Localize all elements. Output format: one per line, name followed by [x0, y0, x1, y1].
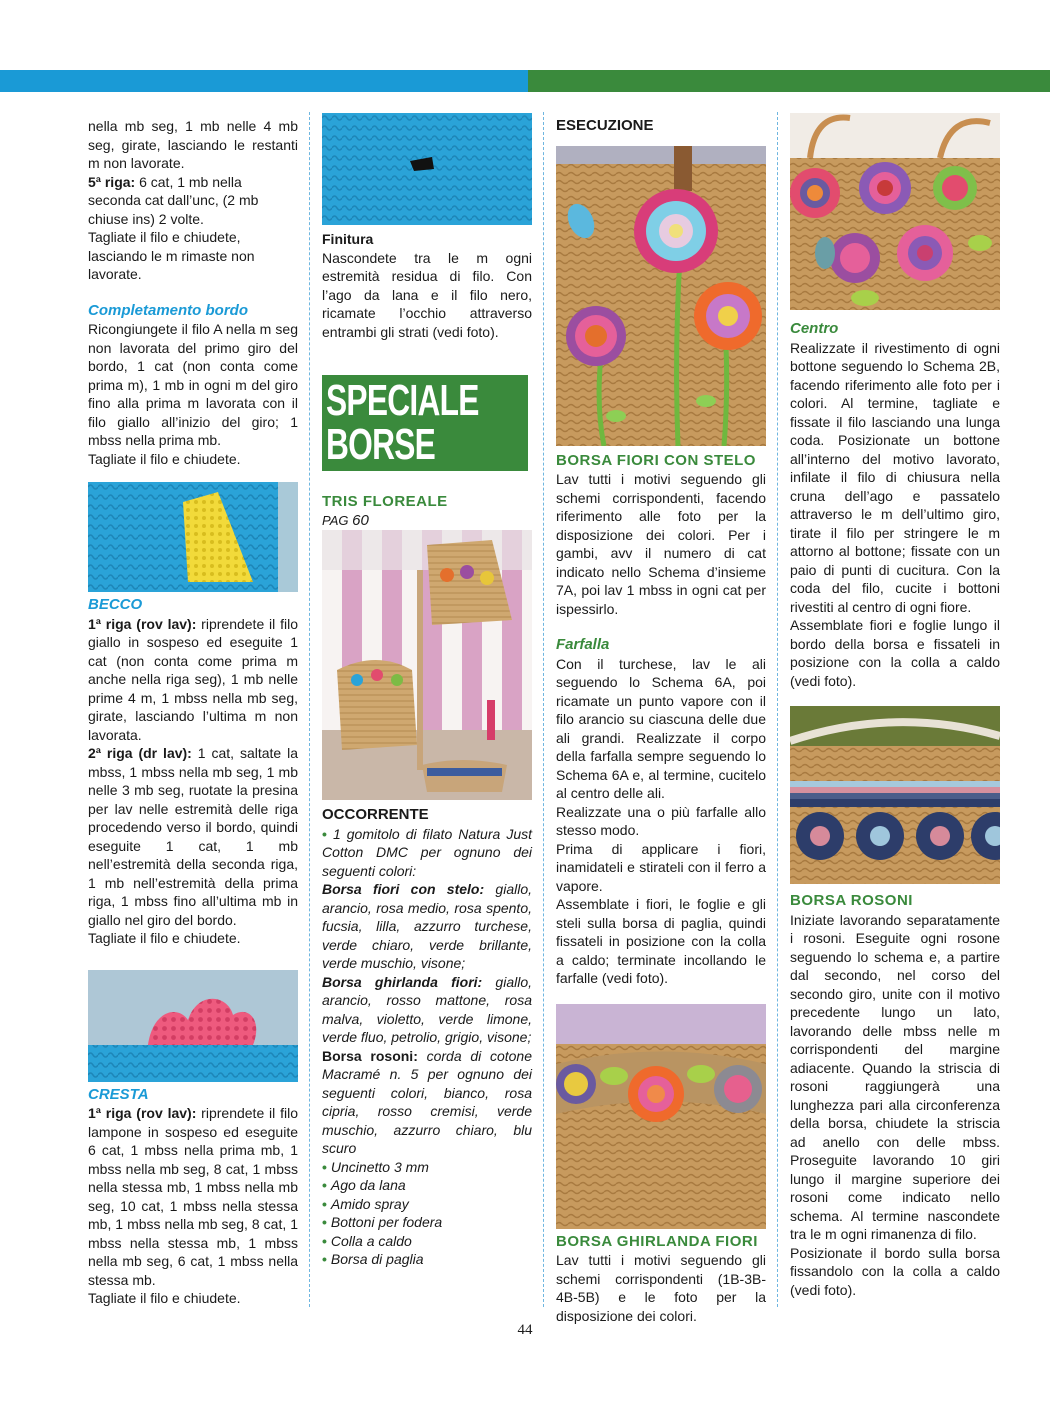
bullet-icon: •: [322, 1158, 327, 1175]
header-color-bar: [0, 70, 1050, 92]
list-item: • Colla a caldo: [322, 1232, 412, 1249]
section-heading-occorrente: OCCORRENTE: [322, 806, 429, 823]
photo-borsa-rosoni: [790, 706, 1000, 884]
list-item: • Borsa di paglia: [322, 1251, 424, 1267]
paragraph: Con il turchese, lav le ali seguendo lo Schema 6A, poi ricamate un punto vapore con il filo arancio su ciascuna delle due ali grandi. Realizzate il corpo della farfalla sempre seguendo lo Schema 6A e, al termine, cucitelo al centro delle ali.: [556, 655, 766, 801]
occorrente-intro: • 1 gomitolo di filato Natura Just Cotton DMC per ognuno dei seguenti colori:: [322, 825, 532, 879]
section-heading-completamento: Completamento bordo: [88, 301, 248, 319]
column-4: [790, 113, 1000, 1299]
bullet-icon: •: [322, 1195, 327, 1212]
paragraph: Prima di applicare i fiori, inamidateli e stirateli con il ferro a vapore.: [556, 840, 766, 894]
bullet-icon: •: [322, 1177, 327, 1193]
row-label: 1ª riga (rov lav):: [88, 615, 197, 632]
section-heading-finitura: Finitura: [322, 231, 374, 247]
section-heading-ghirlanda: BORSA GHIRLANDA FIORI: [556, 1232, 758, 1250]
column-divider: [543, 112, 544, 1307]
bullet-icon: •: [322, 825, 327, 842]
paragraph: nella mb seg, 1 mb nelle 4 mb seg, girate, lasciando le restanti m non lavorate.: [88, 118, 298, 171]
paragraph: [88, 744, 298, 929]
list-item: • Amido spray: [322, 1195, 409, 1212]
page-reference: PAG 60: [322, 511, 369, 529]
paragraph: Ricongiungete il filo A nella m seg non lavorata del primo giro del bordo, 1 cat (non conta come prima m), 1 mb in ogni m del giro fino alla prima m lavorata con il filo giallo all’inizio del giro; 1 mbss nella prima mb.: [88, 321, 298, 448]
section-heading-becco: BECCO: [88, 596, 143, 613]
section-heading-tris: TRIS FLOREALE: [322, 493, 448, 510]
photo-bottoni-fiori: [790, 113, 1000, 310]
occorrente-item: Borsa ghirlanda fiori: giallo, arancio, rosso mattone, rosa malva, violetto, verde limone, verde fluo, petrolio, grigio, visone;: [322, 973, 533, 1045]
column-3: [556, 117, 766, 1325]
paragraph: Realizzate il rivestimento di ogni bottone seguendo lo Schema 2B, facendo riferimento alle foto per i colori. Al termine, tagliate e fissate il filo lasciando una lunga coda. Posizionate un bottone all’interno del motivo lavorato, infilate il filo di chiusura nella cruna dell’ago e passatelo attraverso le m dell’ultimo giro, tirate il filo per stringere le m attorno al bottone; fissate con un paio di punti di cucitura. Con la coda del filo, cucite i bottoni rivestiti al centro di ogni fiore.: [790, 339, 1000, 615]
paragraph: Tagliate il filo e chiudete.: [88, 450, 241, 467]
row-label: 1ª riga (rov lav):: [88, 1105, 197, 1121]
banner-line-2: BORSE: [326, 420, 436, 469]
paragraph: Assemblate fiori e foglie lungo il bordo della borsa e fissateli in posizione con la colla a caldo (vedi foto).: [790, 617, 1000, 689]
photo-borsa-fiori-stelo: [556, 146, 766, 446]
column-2: [322, 113, 532, 1269]
paragraph: Lav tutti i motivi seguendo gli schemi corrispondenti, facendo riferimento alle foto per la disposizione dei colori. Per i gambi, avv il numero di cat indicato nello Schema d’insieme 7A, poi lav 1 mbss in ogni cat per ispessirlo.: [556, 471, 766, 617]
paragraph: [88, 173, 298, 229]
bullet-icon: •: [322, 1232, 327, 1249]
photo-occhio: [322, 113, 532, 225]
paragraph: Tagliate il filo e chiudete.: [88, 930, 241, 946]
row-text: 6 cat, 1 mb nella seconda cat dall’unc, (2 mb chiuse ins) 2 volte.: [88, 173, 259, 227]
photo-tris-floreale: [322, 530, 532, 800]
paragraph: Tagliate il filo e chiudete, lasciando le m rimaste non lavorate.: [88, 229, 255, 282]
materials-list: [322, 1158, 532, 1269]
paragraph: Nascondete tra le m ogni estremità residua di filo. Con l’ago da lana e il filo nero, ricamate l’occhio attraverso entrambi gli strati (vedi foto).: [322, 249, 532, 340]
paragraph: Lav tutti i motivi seguendo gli schemi corrispondenti (1B-3B-4B-5B) e le foto per la disposizione dei colori.: [556, 1252, 766, 1324]
paragraph: Iniziate lavorando separatamente i rosoni. Eseguite ogni rosone seguendo lo schema e, a partire dal secondo, nel corso del secondo giro, unite con il motivo precedente lungo un lato, lavorando delle mbss nelle m corrispondenti del margine adiacente. Quando la striscia di rosoni raggiungerà una lunghezza pari alla circonferenza della borsa, chiudete la striscia ad anello con delle mbss. Proseguite lavorando 10 giri lungo il margine superiore dei rosoni come indicato nello schema. Al termine nascondete tra le m ogni rimanenza di filo.: [790, 911, 1000, 1242]
page-number: 44: [517, 1322, 533, 1338]
section-heading-cresta: CRESTA: [88, 1085, 149, 1103]
column-1: [88, 117, 298, 1308]
paragraph: [88, 615, 298, 745]
list-item: • Bottoni per fodera: [322, 1214, 443, 1230]
row-label: 2ª riga (dr lav):: [88, 745, 192, 761]
bullet-icon: •: [322, 1214, 327, 1230]
paragraph: [88, 1104, 298, 1289]
section-heading-centro: Centro: [790, 320, 839, 337]
section-heading-rosoni: BORSA ROSONI: [790, 892, 913, 909]
paragraph: Realizzate una o più farfalle allo stesso modo.: [556, 803, 766, 838]
photo-cresta: [88, 970, 298, 1082]
row-text: riprendete il filo lampone in sospeso ed eseguite 6 cat, 1 mbss nella prima mb, 1 mbss nella mb seg, 8 cat, 1 mbss nella stessa mb, 1 mbss nella mb seg, 10 cat, 1 mbss nella stessa mb, 1 mbss nella mb seg, 8 cat, 1 mbss nella stessa mb, 1 mbss nella mb seg, 6 cat, 1 mbss nella stessa mb.: [88, 1105, 298, 1288]
header-bar-green: [528, 70, 1050, 92]
occorrente-item: Borsa fiori con stelo: giallo, arancio, rosa medio, rosa spento, fucsia, lilla, azzurro turchese, verde chiaro, verde brillante, verde muschio, visone;: [322, 881, 532, 971]
section-heading-farfalla: Farfalla: [556, 636, 610, 653]
list-item: • Ago da lana: [322, 1177, 406, 1193]
header-bar-blue: [0, 70, 528, 92]
list-item: • Uncinetto 3 mm: [322, 1158, 429, 1175]
speciale-borse-banner: [322, 375, 528, 471]
section-heading-fiori-stelo: BORSA FIORI CON STELO: [556, 451, 756, 469]
paragraph: Posizionate il bordo sulla borsa fissandolo con la colla a caldo (vedi foto).: [790, 1244, 1000, 1298]
banner-line-1: SPECIALE: [326, 376, 479, 425]
row-label: 5ª riga:: [88, 173, 136, 190]
column-divider: [777, 112, 778, 1307]
section-heading-esecuzione: ESECUZIONE: [556, 117, 654, 134]
photo-borsa-ghirlanda: [556, 1004, 766, 1229]
bullet-icon: •: [322, 1251, 327, 1267]
paragraph: Assemblate i fiori, le foglie e gli steli sulla borsa di paglia, quindi fissateli in posizione con la colla a caldo; terminate incollando le farfalle (vedi foto).: [556, 896, 766, 986]
paragraph: Tagliate il filo e chiudete.: [88, 1290, 241, 1306]
row-text: riprendete il filo giallo in sospeso ed eseguite 1 cat (non conta come prima m anche nella riga seg), 1 mb nelle prime 4 m, 1 mbss nella mb seg, girate, lasciando l’ultima m non lavorata.: [88, 615, 298, 743]
occorrente-item: Borsa rosoni: corda di cotone Macramé n. 5 per ognuno dei seguenti colori, bianco, rosa cipria, rosso cremisi, verde muschio, azzurro chiaro, blu scuro: [322, 1047, 532, 1156]
photo-becco: [88, 482, 298, 592]
column-divider: [309, 112, 310, 1307]
row-text: 1 cat, saltate la mbss, 1 mbss nella mb seg, 1 mb nelle 3 mb seg, ruotate la presina per lav nelle estremità delle riga procedendo verso il bordo, quindi eseguite 1 cat, 1 mb nell’estremità della seconda riga, 1 mb nell’estremità della prima riga, 1 mbss fino all’ultima mb in giallo nel giro del bordo.: [88, 745, 298, 928]
